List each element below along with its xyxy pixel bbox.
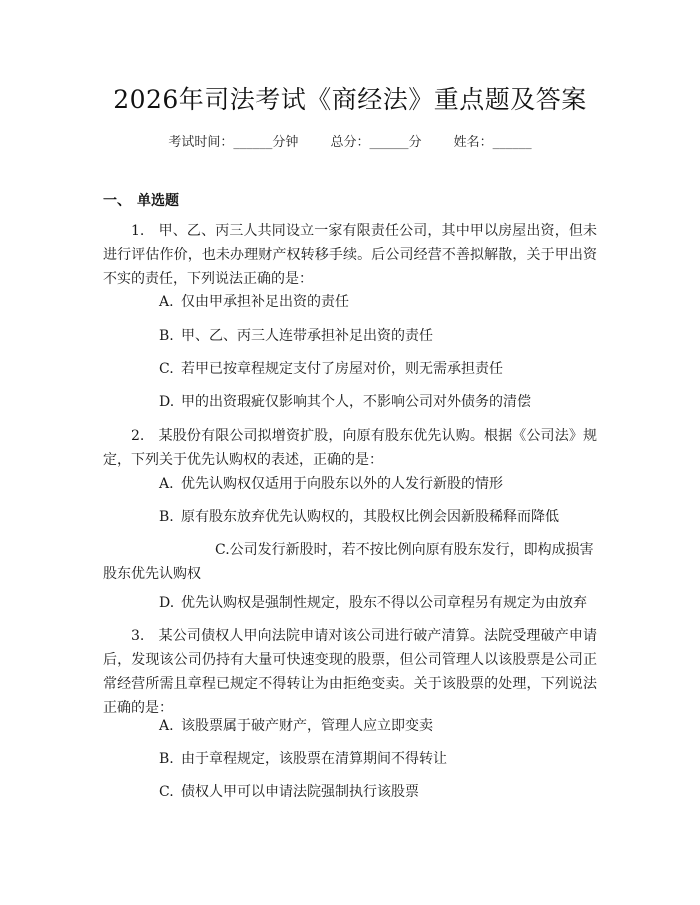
question-2-option-d xyxy=(103,591,597,615)
option-text: 甲、乙、丙三人连带承担补足出资的责任 xyxy=(181,328,433,344)
option-letter: C. xyxy=(159,361,174,377)
student-name-field: 姓名：______ xyxy=(453,135,532,150)
page-title: 2026年司法考试《商经法》重点题及答案 xyxy=(113,85,587,114)
option-text: 若甲已按章程规定支付了房屋对价，则无需承担责任 xyxy=(181,361,503,377)
option-text: 公司发行新股时，若不按比例向原有股东发行，即构成损害股东优先认购权 xyxy=(103,542,594,582)
question-2-option-b xyxy=(103,505,597,529)
question-3-option-b xyxy=(103,747,597,771)
question-2: 2. 某股份有限公司拟增资扩股，向原有股东优先认购。根据《公司法》规定，下列关于优先认购权的表述，正确的是： xyxy=(103,428,597,468)
option-letter: A. xyxy=(159,718,174,734)
question-1-option-d xyxy=(103,390,597,414)
option-text: 甲的出资瑕疵仅影响其个人，不影响公司对外债务的清偿 xyxy=(181,394,531,410)
section-title: 单选题 xyxy=(137,193,179,209)
option-text: 由于章程规定，该股票在清算期间不得转让 xyxy=(181,751,447,767)
option-text: 债权人甲可以申请法院强制执行该股票 xyxy=(181,784,419,800)
question-1-option-b xyxy=(103,324,597,348)
section-heading xyxy=(103,190,179,210)
question-3: 3. 某公司债权人甲向法院申请对该公司进行破产清算。法院受理破产申请后，发现该公司仍持有大量可快速变现的股票，但公司管理人以该股票是公司正常经营所需且章程已规定不得转让为由拒绝变卖。关于该股票的处理，下列说法正确的是： xyxy=(103,628,597,716)
section-number: 一、 xyxy=(103,193,131,209)
option-text: 仅由甲承担补足出资的责任 xyxy=(181,294,349,310)
exam-meta xyxy=(0,131,700,150)
option-text: 该股票属于破产财产，管理人应立即变卖 xyxy=(181,718,433,734)
question-1-option-a xyxy=(103,290,597,314)
option-letter: B. xyxy=(159,328,174,344)
option-text: 优先认购权是强制性规定，股东不得以公司章程另有规定为由放弃 xyxy=(181,595,587,611)
option-letter: C. xyxy=(159,784,174,800)
question-3-option-c xyxy=(103,780,597,804)
option-letter: D. xyxy=(159,595,175,611)
option-letter: C. xyxy=(215,542,230,558)
question-3-option-a xyxy=(103,714,597,738)
option-letter: B. xyxy=(159,509,174,525)
option-letter: A. xyxy=(159,294,174,310)
question-2-option-a xyxy=(103,472,597,496)
option-text: 原有股东放弃优先认购权的，其股权比例会因新股稀释而降低 xyxy=(181,509,559,525)
option-letter: D. xyxy=(159,394,175,410)
question-1-option-c xyxy=(103,357,597,381)
exam-time-field: 考试时间：______分钟 xyxy=(168,135,299,150)
option-letter: A. xyxy=(159,476,174,492)
option-text: 优先认购权仅适用于向股东以外的人发行新股的情形 xyxy=(181,476,503,492)
question-1: 1. 甲、乙、丙三人共同设立一家有限责任公司，其中甲以房屋出资，但未进行评估作价，也未办理财产权转移手续。后公司经营不善拟解散，关于甲出资不实的责任，下列说法正确的是： xyxy=(103,223,597,287)
question-2-option-c xyxy=(103,538,597,586)
option-letter: B. xyxy=(159,751,174,767)
total-score-field: 总分：______分 xyxy=(330,135,422,150)
